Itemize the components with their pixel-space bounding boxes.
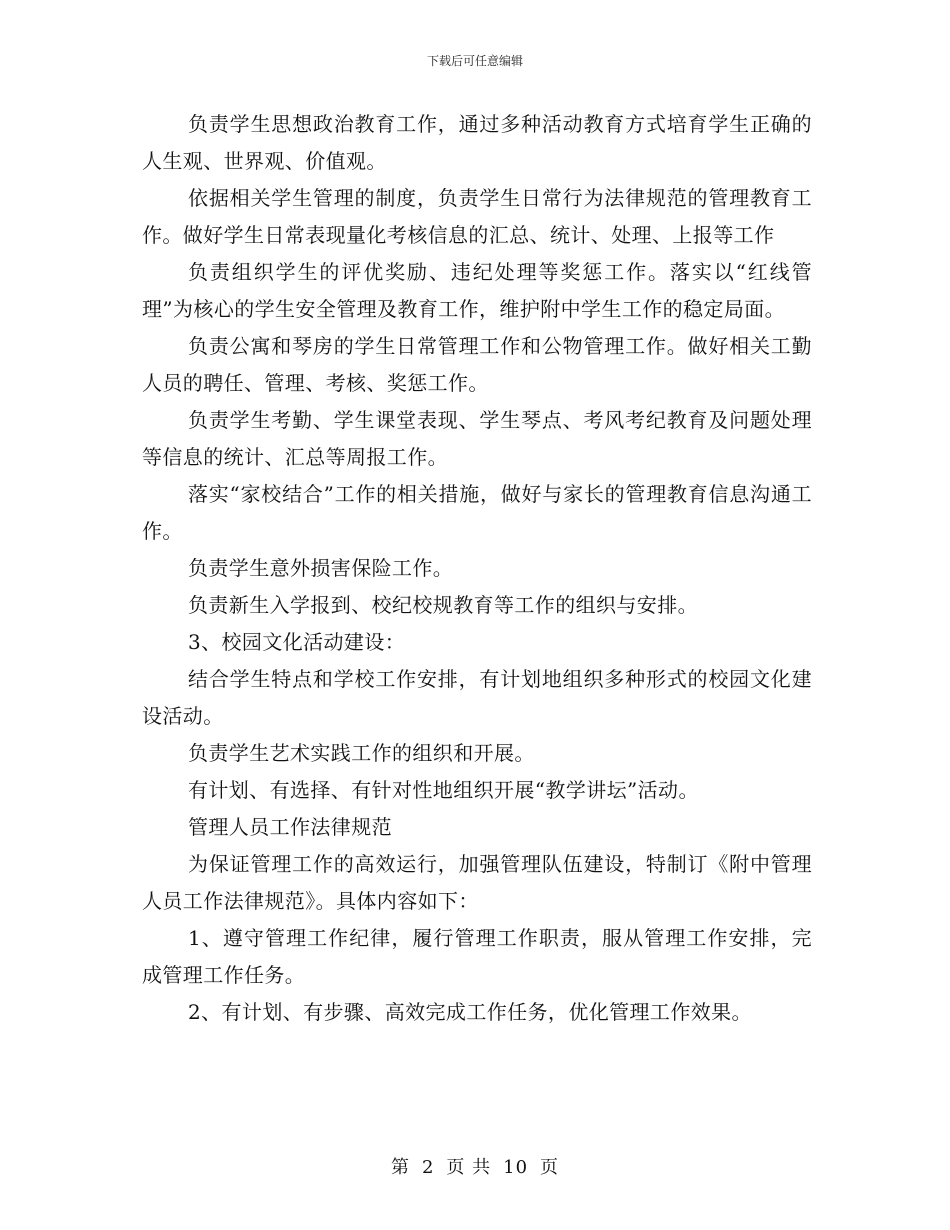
paragraph: 负责学生思想政治教育工作，通过多种活动教育方式培育学生正确的人生观、世界观、价值观。 [142,112,812,173]
paragraph: 负责学生考勤、学生课堂表现、学生琴点、考风考纪教育及问题处理等信息的统计、汇总等周报工作。 [142,408,812,469]
paragraph: 为保证管理工作的高效运行，加强管理队伍建设，特制订《附中管理人员工作法律规范》。具体内容如下： [142,852,812,913]
footer-middle: 页 共 [446,1157,492,1178]
page-footer [0,1153,950,1179]
paragraph: 依据相关学生管理的制度，负责学生日常行为法律规范的管理教育工作。做好学生日常表现量化考核信息的汇总、统计、处理、上报等工作 [142,186,812,247]
paragraph: 1、遵守管理工作纪律，履行管理工作职责，服从管理工作安排，完成管理工作任务。 [142,926,812,987]
footer-page-number: 2 [421,1157,435,1178]
paragraph: 2、有计划、有步骤、高效完成工作任务，优化管理工作效果。 [188,1000,752,1024]
paragraph: 落实“家校结合”工作的相关措施，做好与家长的管理教育信息沟通工作。 [142,482,812,543]
section-heading: 3、校园文化活动建设： [188,630,406,654]
paragraph: 结合学生特点和学校工作安排，有计划地组织多种形式的校园文化建设活动。 [142,667,812,728]
footer-total-pages: 10 [503,1157,529,1178]
paragraph: 负责新生入学报到、校纪校规教育等工作的组织与安排。 [188,593,698,617]
page-header: 下载后可任意编辑 [426,54,523,68]
paragraph: 有计划、有选择、有针对性地组织开展“教学讲坛”活动。 [188,778,699,802]
paragraph: 负责学生意外损害保险工作。 [188,556,454,580]
paragraph: 负责学生艺术实践工作的组织和开展。 [188,741,535,765]
section-heading: 管理人员工作法律规范 [188,815,392,839]
footer-prefix: 第 [390,1157,410,1178]
footer-suffix: 页 [540,1157,560,1178]
paragraph: 负责公寓和琴房的学生日常管理工作和公物管理工作。做好相关工勤人员的聘任、管理、考核、奖惩工作。 [142,334,812,395]
document-body [142,106,812,1031]
paragraph: 负责组织学生的评优奖励、违纪处理等奖惩工作。落实以“红线管理”为核心的学生安全管理及教育工作，维护附中学生工作的稳定局面。 [142,260,812,321]
